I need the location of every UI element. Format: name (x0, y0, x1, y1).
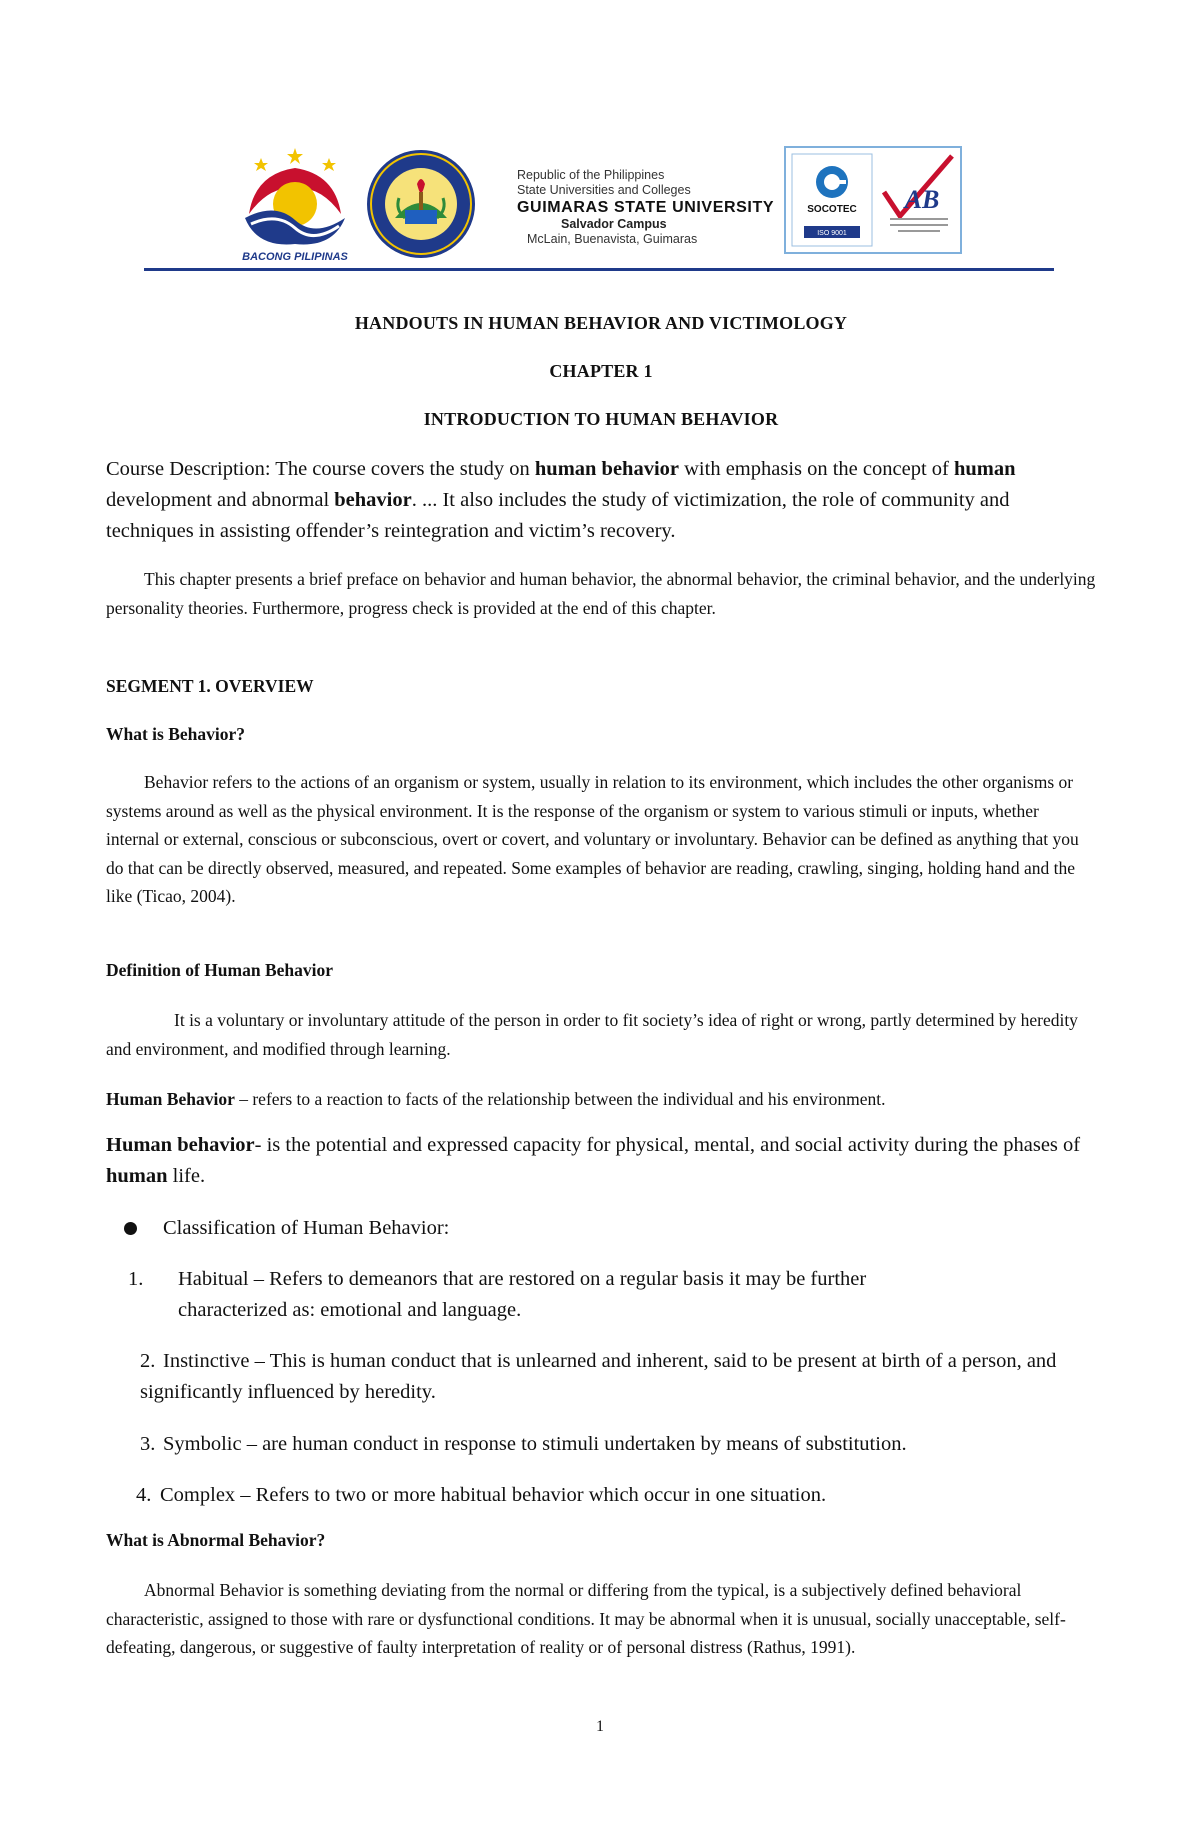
list-item-text: Complex – Refers to two or more habitual behavior which occur in one situation. (160, 1484, 827, 1506)
ab-cert-logo (878, 152, 958, 248)
letterhead-text (517, 168, 807, 247)
bagong-pilipinas-logo (235, 144, 355, 264)
list-item-text: Habitual – Refers to demeanors that are restored on a regular basis it may be further characterized as: emotional and language. (178, 1268, 867, 1321)
hb-reaction-term: Human Behavior (106, 1089, 235, 1109)
classification-bullet (124, 1213, 449, 1244)
header-rule (144, 268, 1054, 271)
course-desc-text-3: development and abnormal (106, 489, 335, 511)
course-desc-bold-2: human (953, 458, 1016, 480)
definition-paragraph: It is a voluntary or involuntary attitude of the person in order to fit society’s idea of right or wrong, partly determined by heredity and environment, and modified through learning. (106, 1010, 1078, 1059)
list-item-number: 2. (140, 1350, 156, 1372)
socotec-label: SOCOTEC (807, 204, 857, 215)
course-desc-text-4: . ... It also includes the study of victimization, the role of community and techniques in assisting offender’s reintegration and victim’s recovery. (106, 489, 1010, 542)
list-item-number: 4. (136, 1484, 152, 1506)
iso-label: ISO 9001 (817, 230, 847, 237)
letterhead (235, 140, 1055, 268)
course-desc-text-1: Course Description: The course covers the study on (106, 458, 535, 480)
bullet-icon (124, 1222, 137, 1235)
bagong-pilipinas-wordmark: BACONG PILIPINAS (242, 251, 348, 263)
hb-capacity-text-2: life. (167, 1165, 206, 1187)
definition-heading: Definition of Human Behavior (106, 960, 334, 980)
university-name: GUIMARAS STATE UNIVERSITY (517, 199, 775, 216)
behavior-paragraph: Behavior refers to the actions of an organism or system, usually in relation to its environment, which includes the other organisms or systems around as well as the physical environment. It is the response of the organism or system to various stimuli or inputs, whether internal or external, conscious or subconscious, overt or covert, and voluntary or involuntary. Behavior can be defined as anything that you do that can be directly observed, measured, and repeated. Some examples of behavior are reading, crawling, singing, holding hand and the like (Ticao, 2004). (106, 772, 1079, 906)
abnormal-behavior-paragraph: Abnormal Behavior is something deviating from the normal or differing from the typical, is a subjectively defined behavioral characteristic, assigned to those with rare or dysfunctional conditions. It may be abnormal when it is unusual, socially unacceptable, self-defeating, dangerous, or suggestive of faulty interpretation of reality or of personal distress (Rathus, 1991). (106, 1580, 1066, 1657)
campus-address: McLain, Buenavista, Guimaras (527, 232, 698, 246)
handout-title: HANDOUTS IN HUMAN BEHAVIOR AND VICTIMOLOGY (354, 313, 848, 333)
ab-label: AB (904, 185, 940, 214)
human-behavior-capacity (106, 1130, 1096, 1192)
hb-capacity-term-2: human (106, 1165, 168, 1187)
gsu-seal (365, 148, 477, 260)
certification-box (784, 146, 962, 254)
course-desc-bold-3: behavior (334, 489, 412, 511)
course-desc-text-2: with emphasis on the concept of (679, 458, 954, 480)
list-item-number: 3. (140, 1433, 156, 1455)
what-is-behavior-heading: What is Behavior? (106, 724, 246, 744)
list-item-text: Instinctive – This is human conduct that is unlearned and inherent, said to be present at birth of a person, and significantly influenced by heredity. (140, 1350, 1057, 1403)
hb-reaction-text: – refers to a reaction to facts of the relationship between the individual and his environment. (234, 1089, 886, 1109)
list-item-number: 1. (128, 1268, 144, 1290)
chapter-label: CHAPTER 1 (549, 361, 653, 381)
course-description (106, 454, 1096, 547)
classification-label: Classification of Human Behavior: (163, 1217, 450, 1239)
human-behavior-reaction (106, 1085, 1096, 1114)
chapter-preface: This chapter presents a brief preface on behavior and human behavior, the abnormal behavior, the criminal behavior, and the underlying personality theories. Furthermore, progress check is provided at the end of this chapter. (106, 569, 1096, 618)
page-number: 1 (596, 1718, 604, 1735)
republic-line: Republic of the Philippines (517, 168, 665, 182)
campus-name: Salvador Campus (561, 217, 667, 231)
hb-capacity-text-1: - is the potential and expressed capacity for physical, mental, and social activity during the phases of (254, 1134, 1081, 1156)
suc-line: State Universities and Colleges (517, 183, 691, 197)
socotec-cert-logo (790, 152, 874, 248)
course-desc-bold-1: human behavior (534, 458, 679, 480)
list-item-text: Symbolic – are human conduct in response to stimuli undertaken by means of substitution. (163, 1433, 907, 1455)
hb-capacity-term: Human behavior (106, 1134, 255, 1156)
abnormal-behavior-heading: What is Abnormal Behavior? (106, 1530, 326, 1550)
chapter-title: INTRODUCTION TO HUMAN BEHAVIOR (423, 409, 779, 429)
segment-heading: SEGMENT 1. OVERVIEW (106, 676, 314, 696)
